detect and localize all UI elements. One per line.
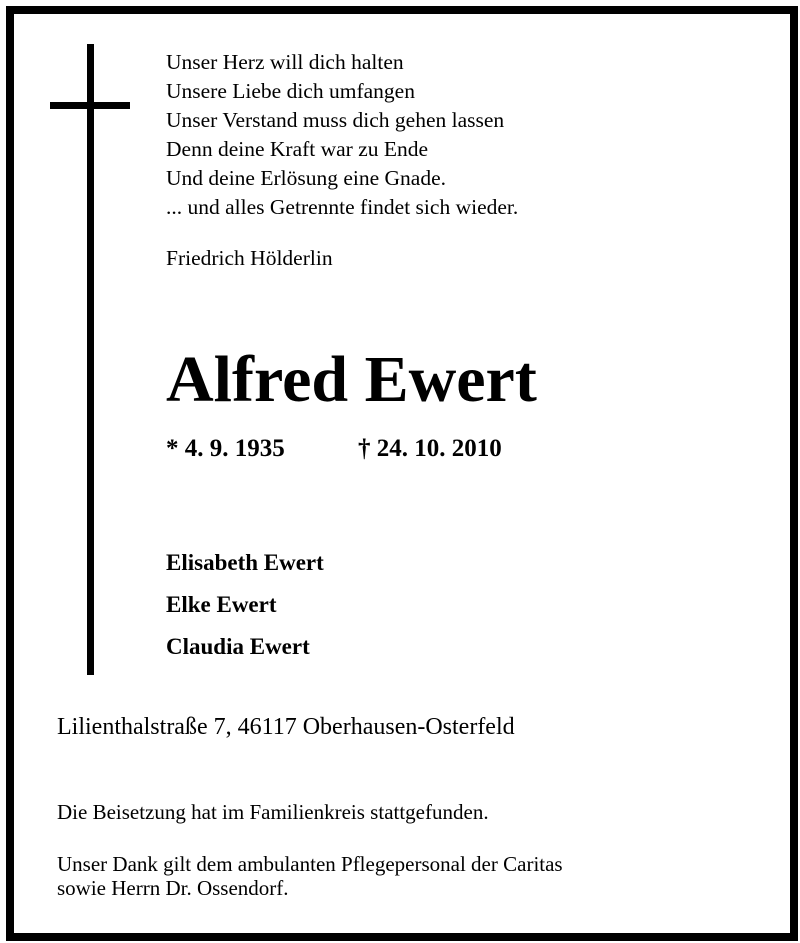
obituary-frame (6, 6, 798, 941)
poem-line: ... und alles Getrennte findet sich wieder. (166, 195, 519, 219)
poem-author: Friedrich Hölderlin (166, 246, 333, 270)
thanks-line: sowie Herrn Dr. Ossendorf. (57, 876, 289, 900)
family-address: Lilienthalstraße 7, 46117 Oberhausen-Osterfeld (57, 714, 515, 740)
poem (166, 48, 518, 222)
mourner-name: Claudia Ewert (166, 634, 310, 659)
mourners-list (166, 542, 324, 668)
poem-line: Denn deine Kraft war zu Ende (166, 137, 429, 161)
life-dates (166, 432, 502, 466)
deceased-name: Alfred Ewert (166, 343, 537, 416)
birth-date: * 4. 9. 1935 (166, 435, 285, 462)
death-date: † 24. 10. 2010 (358, 435, 502, 462)
poem-line: Und deine Erlösung eine Gnade. (166, 166, 447, 190)
poem-line: Unsere Liebe dich umfangen (166, 79, 415, 103)
cross-vertical-bar (87, 44, 94, 675)
thanks-note (57, 852, 563, 900)
thanks-line: Unser Dank gilt dem ambulanten Pflegepersonal der Caritas (57, 852, 563, 876)
poem-line: Unser Verstand muss dich gehen lassen (166, 108, 505, 132)
cross-horizontal-bar (50, 102, 130, 109)
poem-line: Unser Herz will dich halten (166, 50, 404, 74)
mourner-name: Elke Ewert (166, 592, 277, 617)
burial-notice: Die Beisetzung hat im Familienkreis stattgefunden. (57, 800, 489, 824)
mourner-name: Elisabeth Ewert (166, 550, 324, 575)
